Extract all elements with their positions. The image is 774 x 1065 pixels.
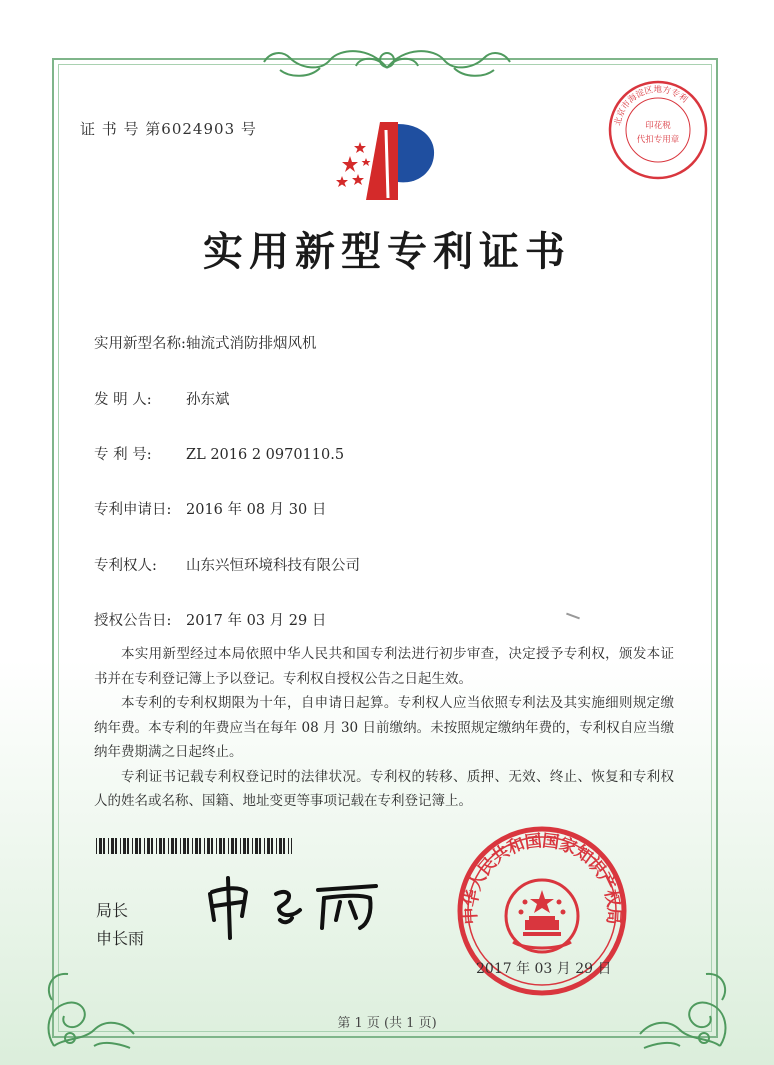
barcode-bar [223, 838, 225, 854]
field-label: 专利申请日: [94, 502, 172, 518]
barcode-bar [279, 838, 282, 854]
barcode-bar [276, 838, 277, 854]
page-number: 第 1 页 (共 1 页) [337, 1016, 437, 1031]
barcode-bar [159, 838, 162, 854]
field-label: 发 明 人: [94, 392, 152, 408]
barcode-bar [171, 838, 174, 854]
barcode-bar [252, 838, 253, 854]
body-paragraph-1: 本实用新型经过本局依照中华人民共和国专利法进行初步审查，决定授予专利权，颁发本证书并在专利登记簿上予以登记。专利权自授权公告之日起生效。 [94, 646, 674, 687]
bottom-left-ornament [34, 960, 144, 1052]
director-name: 申长雨 [96, 929, 145, 948]
field-patentee [94, 554, 360, 575]
barcode-bar [163, 838, 165, 854]
barcode-bar [135, 838, 138, 854]
field-utility-model-name [94, 332, 317, 353]
barcode-bar [175, 838, 177, 854]
barcode-bar [127, 838, 129, 854]
barcode-bar [108, 838, 109, 854]
barcode-bar [243, 838, 246, 854]
barcode-bar [288, 838, 289, 854]
tax-stamp-line-2: 代扣专用章 [636, 135, 680, 145]
field-publication-date [94, 609, 326, 630]
field-value: 轴流式消防排烟风机 [186, 336, 317, 352]
field-value: 2016 年 08 月 30 日 [186, 502, 327, 518]
barcode-bar [151, 838, 153, 854]
barcode-bar [219, 838, 222, 854]
field-application-date [94, 498, 326, 519]
barcode-bar [183, 838, 186, 854]
svg-text:中华人民共和国国家知识产权局 [460, 831, 625, 925]
field-value: ZL 2016 2 0970110.5 [186, 447, 345, 463]
tax-stamp [606, 78, 710, 182]
barcode-bar [267, 838, 270, 854]
director-signature [200, 872, 400, 942]
top-ornament [260, 38, 514, 82]
barcode-bar [283, 838, 285, 854]
bottom-right-ornament [630, 960, 740, 1052]
barcode-bar [207, 838, 210, 854]
patent-office-logo [328, 112, 448, 202]
barcode-bar [111, 838, 114, 854]
barcode-bar [228, 838, 229, 854]
barcode-bar [187, 838, 189, 854]
barcode-bar [144, 838, 145, 854]
barcode-bar [180, 838, 181, 854]
body-paragraph-2: 本专利的专利权期限为十年，自申请日起算。专利权人应当依照专利法及其实施细则规定缴纳年费。本专利的年费应当在每年 08 月 30 日前缴纳。未按照规定缴纳年费的，专利权自应当缴纳年费期满之日起终止。 [94, 695, 674, 760]
national-emblem-icon [506, 880, 578, 952]
barcode-bar [235, 838, 237, 854]
barcode-bar [96, 838, 97, 854]
field-value: 2017 年 03 月 29 日 [186, 613, 327, 629]
barcode-bar [204, 838, 205, 854]
barcode-bar [255, 838, 258, 854]
field-label: 专利权人: [94, 558, 157, 574]
grant-date: 2017 年 03 月 29 日 [476, 961, 612, 977]
barcode-bar [264, 838, 265, 854]
barcode-bar [216, 838, 217, 854]
field-label: 授权公告日: [94, 613, 172, 629]
body-paragraph-3: 专利证书记载专利权登记时的法律状况。专利权的转移、质押、无效、终止、恢复和专利权人的姓名或名称、国籍、地址变更等事项记载在专利登记簿上。 [94, 768, 674, 809]
barcode-bar [147, 838, 150, 854]
barcode-bar [240, 838, 241, 854]
barcode-bar [132, 838, 133, 854]
barcode-bar [120, 838, 121, 854]
barcode-bar [211, 838, 213, 854]
field-label: 专 利 号: [94, 447, 152, 463]
barcode-bar [291, 838, 292, 854]
barcode-bar [192, 838, 193, 854]
barcode-bar [168, 838, 169, 854]
barcode-bar [247, 838, 249, 854]
barcode-bar [231, 838, 234, 854]
barcode-bar [156, 838, 157, 854]
barcode-bar [259, 838, 261, 854]
barcode [96, 838, 292, 854]
tax-stamp-arc-text: 北京市海淀区地方专利 [613, 84, 690, 127]
seal-arc-text: 中华人民共和国国家知识产权局 [460, 831, 624, 925]
field-inventor [94, 388, 230, 409]
barcode-bar [139, 838, 141, 854]
barcode-bar [115, 838, 117, 854]
barcode-bar [99, 838, 102, 854]
barcode-bar [195, 838, 198, 854]
field-value: 山东兴恒环境科技有限公司 [186, 558, 360, 574]
barcode-bar [199, 838, 201, 854]
certificate-body [94, 642, 674, 814]
certificate-title: 实用新型专利证书 [203, 228, 571, 275]
barcode-bar [123, 838, 126, 854]
barcode-bar [103, 838, 105, 854]
field-label: 实用新型名称: [94, 336, 186, 352]
tax-stamp-line-1: 印花税 [645, 121, 671, 131]
certificate-number: 证 书 号 第6024903 号 [80, 120, 257, 138]
director-title: 局长 [96, 901, 129, 920]
barcode-bar [271, 838, 273, 854]
field-patent-number [94, 443, 344, 464]
field-value: 孙东斌 [186, 392, 230, 408]
